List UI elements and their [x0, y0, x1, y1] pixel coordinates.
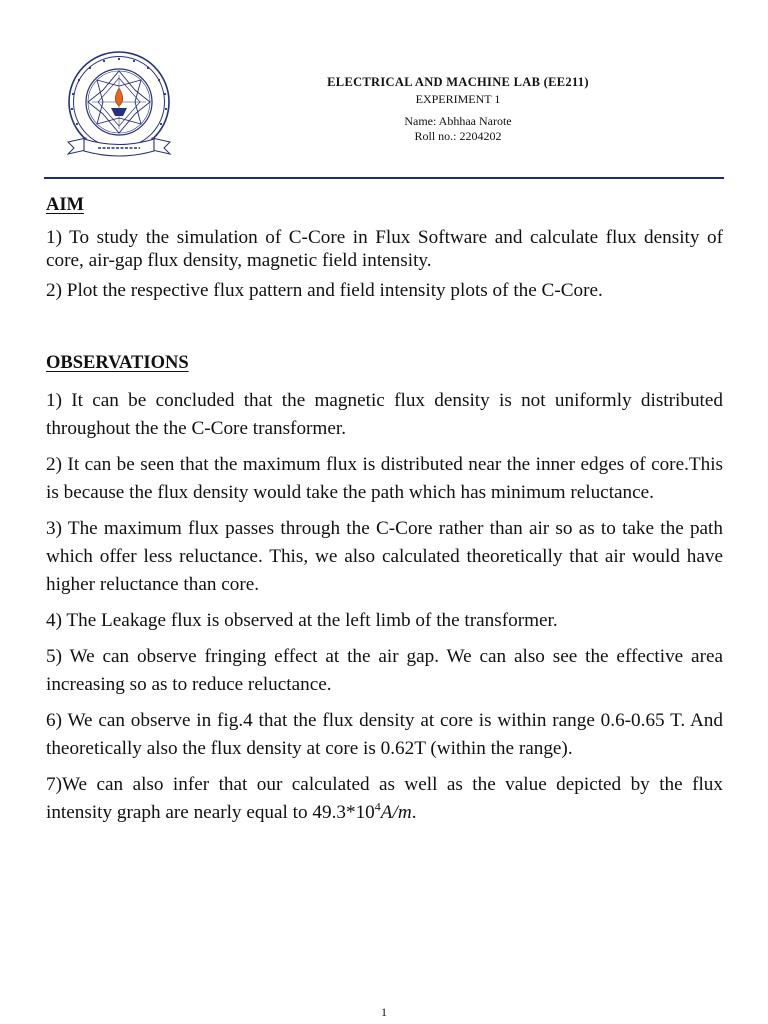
aim-item: 1) To study the simulation of C-Core in Flux Software and calculate flux density of core, air-gap flux density, magnetic field intensity. — [46, 227, 723, 271]
exponent: 4 — [374, 799, 381, 814]
experiment-number: EXPERIMENT 1 — [415, 92, 501, 106]
aim-item: 2) Plot the respective flux pattern and field intensity plots of the C-Core. — [46, 280, 603, 301]
student-name: Name: Abhhaa Narote — [404, 114, 512, 128]
document-header — [300, 74, 616, 144]
roll-number: Roll no.: 2204202 — [414, 129, 502, 143]
course-title: ELECTRICAL AND MACHINE LAB (EE211) — [327, 75, 589, 89]
sentence-end: . — [411, 802, 417, 823]
observation-item: 5) We can observe fringing effect at the air gap. We can also see the effective area increasing so as to reduce reluctance. — [46, 646, 723, 695]
observation-item: 4) The Leakage flux is observed at the left limb of the transformer. — [46, 610, 558, 631]
observations-heading: OBSERVATIONS — [46, 353, 189, 373]
observation-item: 2) It can be seen that the maximum flux is distributed near the inner edges of core.This is because the flux density would take the path which has minimum reluctance. — [46, 454, 723, 503]
observation-item: 1) It can be concluded that the magnetic flux density is not uniformly distributed throughout the the C-Core transformer. — [46, 390, 723, 439]
aim-heading: AIM — [46, 195, 85, 215]
observation-item-last — [46, 771, 723, 827]
document-body — [46, 194, 723, 835]
institute-logo — [62, 50, 176, 162]
observation-item: 6) We can observe in fig.4 that the flux density at core is within range 0.6-0.65 T. And theoretically also the flux density at core is 0.62T (within the range). — [46, 710, 723, 759]
header-divider — [44, 177, 724, 179]
page-number: 1 — [381, 1005, 387, 1019]
unit: A/m — [380, 802, 412, 823]
aim-list — [46, 226, 723, 302]
observation-item: 3) The maximum flux passes through the C-Core rather than air so as to take the path which offer less reluctance. This, we also calculated theoretically that air would have higher reluctance than core. — [46, 518, 723, 595]
observations-list — [46, 387, 723, 827]
observation-text: 7)We can also infer that our calculated as well as the value depicted by the flux intensity graph are nearly equal to 49.3*10 — [46, 774, 723, 823]
